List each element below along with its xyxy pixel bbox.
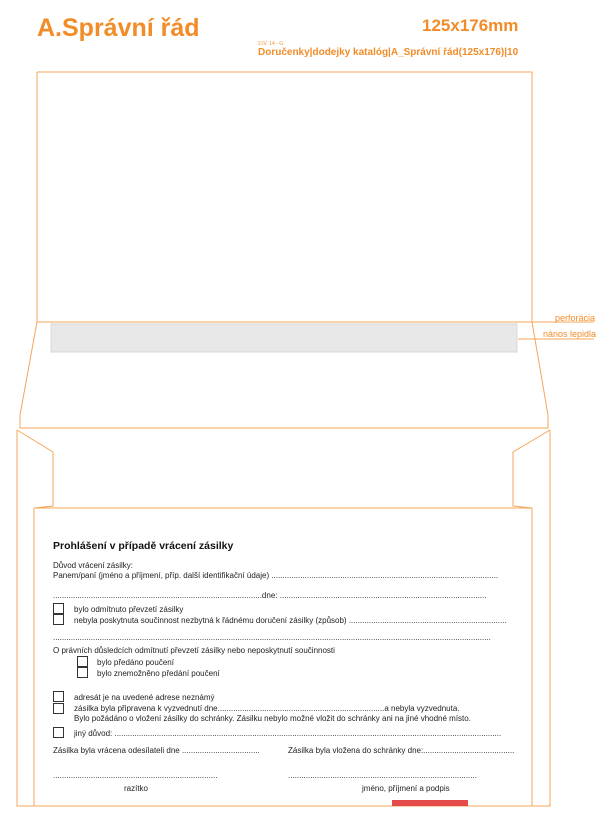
legal-consequences-label: O právních důsledcích odmítnutí převzetí zásilky nebo neposkytnutí součinnosti [53,646,335,655]
reason-label: Důvod vrácení zásilky: [53,561,134,570]
no-cooperation-checkbox[interactable] [53,614,64,625]
refused-checkbox[interactable] [53,603,64,614]
form-title: Prohlášení v případě vrácení zásilky [53,540,234,552]
document-code: 2.IV. 14 - G [258,41,284,47]
mailbox-requested-label: Bylo požádáno o vložení zásilky do schránky. Zásilku nebylo možné vložit do schránky ani na jiné vhodné místo. [74,714,471,723]
right-side-flap [513,430,550,508]
unknown-addressee-checkbox[interactable] [53,691,64,702]
prepared-label: zásilka byla připravena k vyzvednutí dne...........................................................................a nebyla vyzvednuta. [74,704,460,713]
instructed-label: bylo předáno poučení [97,658,174,667]
inserted-to-mailbox-line: Zásilka byla vložena do schránky dne:......................................... [288,746,515,755]
other-reason-label: jiný důvod: .............................................................................................................................................................................. [74,729,502,738]
marker-bar [392,800,468,806]
envelope-top-flap [20,72,548,428]
dotted-line: ..................................................................................................................................................................................................... [53,633,491,642]
other-reason-checkbox[interactable] [53,727,64,738]
signature-label: jméno, příjmení a podpis [362,784,450,793]
prepared-checkbox[interactable] [53,703,64,714]
document-title: A.Správní řád [37,14,200,42]
returned-to-sender-line: Zásilka byla vrácena odesílateli dne ................................... [53,746,260,755]
glue-label: nános lepidla [543,329,597,339]
envelope-size: 125x176mm [422,16,519,35]
glue-area [51,324,517,352]
not-instructed-checkbox[interactable] [77,667,88,678]
left-side-flap [17,430,53,508]
inner-card [34,508,532,806]
no-cooperation-label: nebyla poskytnuta součinnost nezbytná k řádnému doručení zásilky (způsob) ....................................................................... [74,616,507,625]
unknown-addressee-label: adresát je na uvedené adrese neznámý [74,693,215,702]
not-instructed-label: bylo znemožněno předání poučení [97,669,220,678]
signature-dots: ..................................................................................... [288,771,477,780]
perforation-label: perforácia [555,313,596,323]
instructed-checkbox[interactable] [77,656,88,667]
person-line: Panem/paní (jméno a příjmení, příp. další identifikační údaje) ...................................................................................................... [53,571,499,580]
date-line: ..............................................................................................dne: ............................................................................................. [53,591,487,600]
refused-label: bylo odmítnuto převzetí zásilky [74,605,184,614]
catalog-path: Doručenky|dodejky katalóg|A_Správní řád(125x176)|10 [258,47,519,58]
stamp-dots: .......................................................................... [53,771,218,780]
stamp-label: razítko [124,784,149,793]
